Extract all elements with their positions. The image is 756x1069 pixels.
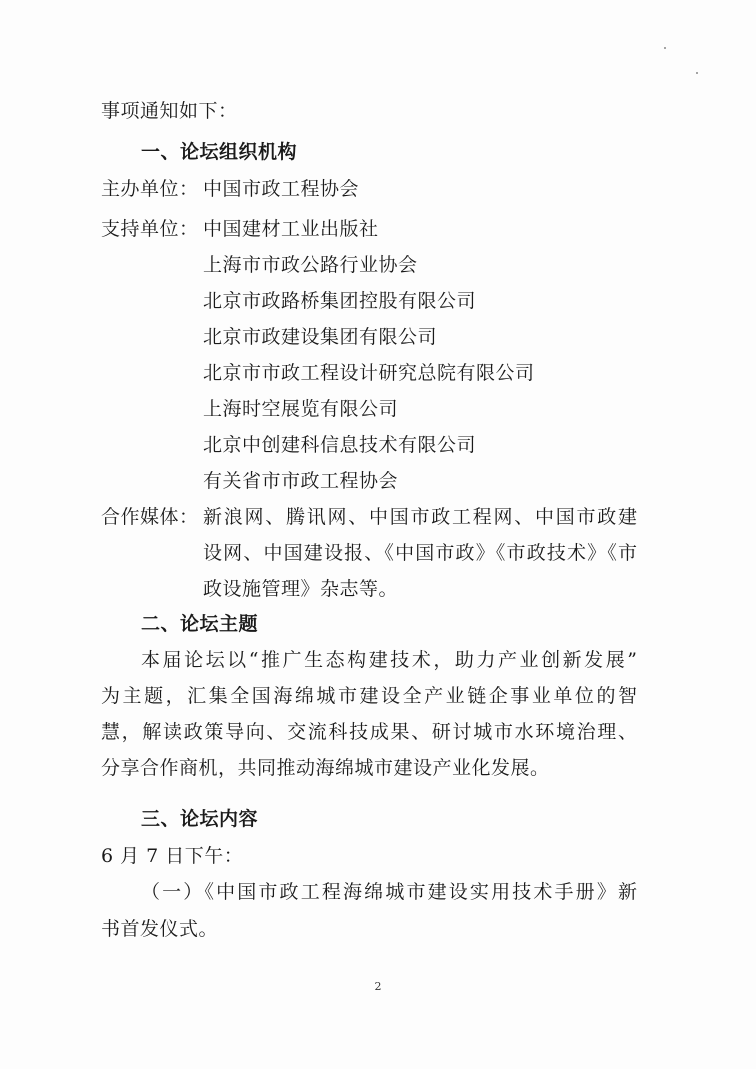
- section3-item-line: （一）《中国市政工程海绵城市建设实用技术手册》新: [141, 881, 637, 903]
- support-item: 有关省市市政工程协会: [203, 470, 399, 492]
- section1-heading: 一、论坛组织机构: [141, 141, 298, 163]
- media-line: 新浪网、腾讯网、中国市政工程网、中国市政建: [203, 506, 637, 528]
- support-item: 北京市市政工程设计研究总院有限公司: [203, 362, 535, 384]
- scan-speck: [696, 72, 698, 74]
- support-item: 上海市市政公路行业协会: [203, 254, 418, 276]
- section2-paragraph-line: 慧，解读政策导向、交流科技成果、研讨城市水环境治理、: [101, 721, 637, 743]
- section3-heading: 三、论坛内容: [141, 808, 259, 830]
- section2-paragraph-line: 分享合作商机，共同推动海绵城市建设产业化发展。: [101, 757, 550, 779]
- support-item: 上海时空展览有限公司: [203, 398, 399, 420]
- section3-item-line: 书首发仪式。: [101, 918, 219, 940]
- section2-paragraph-line: 为主题，汇集全国海绵城市建设全产业链企事业单位的智: [101, 685, 637, 707]
- page-number: 2: [374, 980, 382, 993]
- scan-speck: [664, 47, 666, 49]
- intro-text: 事项通知如下：: [101, 100, 238, 122]
- section2-heading: 二、论坛主题: [141, 613, 259, 635]
- media-line: 政设施管理》杂志等。: [203, 578, 399, 600]
- section3-date: 6 月 7 日下午：: [101, 845, 244, 867]
- support-item: 北京市政路桥集团控股有限公司: [203, 290, 477, 312]
- support-item: 中国建材工业出版社: [203, 218, 379, 240]
- media-line: 设网、中国建设报、《中国市政》《市政技术》《市: [203, 542, 637, 564]
- host-label: 主办单位：: [101, 178, 199, 200]
- host-value: 中国市政工程协会: [203, 178, 360, 200]
- media-label: 合作媒体：: [101, 506, 199, 528]
- section2-paragraph-line: 本届论坛以“推广生态构建技术，助力产业创新发展”: [141, 649, 637, 671]
- support-label: 支持单位：: [101, 218, 199, 240]
- support-item: 北京市政建设集团有限公司: [203, 326, 438, 348]
- support-item: 北京中创建科信息技术有限公司: [203, 434, 477, 456]
